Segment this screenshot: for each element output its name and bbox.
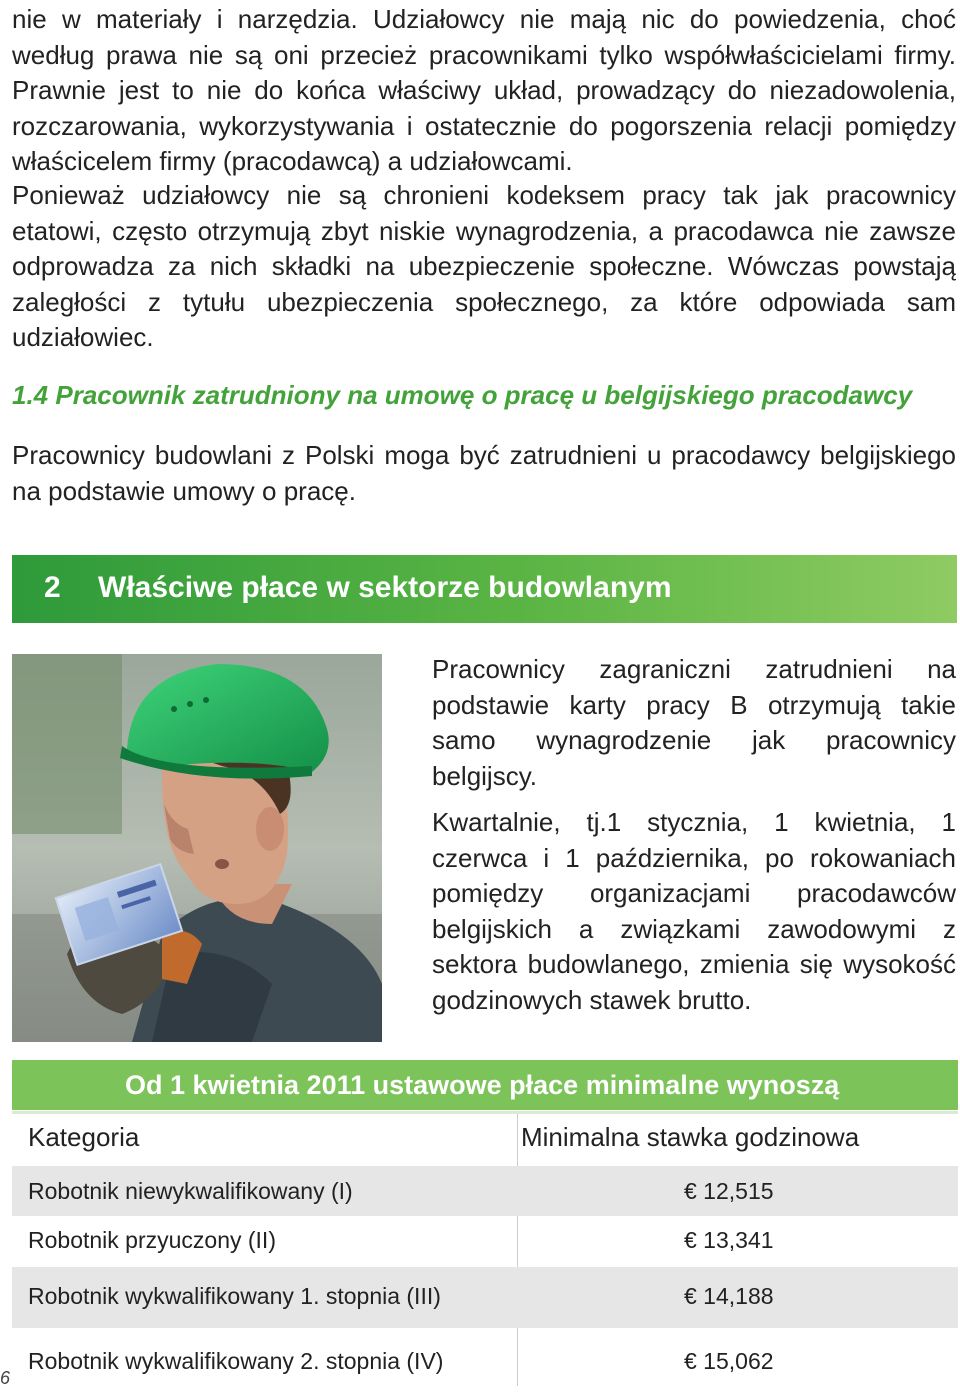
subsection-number: 1.4	[12, 380, 49, 410]
row-category: Robotnik niewykwalifikowany (I)	[28, 1178, 353, 1204]
subsection-heading	[12, 380, 956, 411]
header-category: Kategoria	[28, 1122, 140, 1152]
row-category: Robotnik wykwalifikowany 1. stopnia (III)	[28, 1283, 441, 1309]
construction-worker-with-banknote-icon	[12, 654, 382, 1042]
row-category: Robotnik wykwalifikowany 2. stopnia (IV)	[28, 1348, 444, 1374]
body-paragraph: Ponieważ udziałowcy nie są chronieni kodeksem pracy tak jak pracownicy etatowi, często otrzymują zbyt niskie wynagrodzenia, a pracodawca nie zawsze odprowadza za nich składki na ubezpieczenie społeczne. Wówczas powstają zaległości z tytułu ubezpieczenia społecznego, za które odpowiada sam udziałowiec.	[12, 180, 956, 352]
row-rate: € 15,062	[684, 1348, 774, 1374]
row-rate: € 14,188	[684, 1283, 774, 1309]
table-row	[12, 1216, 958, 1267]
body-paragraph: nie w materiały i narzędzia. Udziałowcy nie mają nic do powiedzenia, choć według prawa nie są oni przecież pracownikami tylko współwłaścicielami firmy. Prawnie jest to nie do końca właściwy układ, prowadzący do niezadowolenia, rozczarowania, wykorzystywania i ostatecznie do pogorszenia relacji pomiędzy właścicelem firmy (pracodawcą) a udziałowcami.	[12, 4, 956, 176]
section-banner	[12, 555, 957, 623]
row-category: Robotnik przyuczony (II)	[28, 1227, 276, 1253]
table-row	[12, 1267, 958, 1328]
header-rate: Minimalna stawka godzinowa	[521, 1122, 860, 1152]
row-rate: € 12,515	[684, 1178, 774, 1204]
subsection-title: Pracownik zatrudniony na umowę o pracę u belgijskiego pracodawcy	[55, 380, 913, 410]
table-row	[12, 1328, 958, 1386]
body-paragraph: Kwartalnie, tj.1 stycznia, 1 kwietnia, 1 czerwca i 1 października, po rokowaniach pomiędzy organizacjami pracodawców belgijskich a związkami zawodowymi z sektora budowlanego, zmienia się wysokość godzinowych stawek brutto.	[432, 807, 956, 1015]
table-row	[12, 1166, 958, 1216]
wage-table-header	[12, 1110, 958, 1166]
page-number: 6	[0, 1368, 11, 1388]
body-paragraph: Pracownicy budowlani z Polski moga być zatrudnieni u pracodawcy belgijskiego na podstawie umowy o pracę.	[12, 440, 956, 506]
wage-table	[12, 1060, 958, 1386]
row-rate: € 13,341	[684, 1227, 774, 1253]
body-paragraph: Pracownicy zagraniczni zatrudnieni na podstawie karty pracy B otrzymują takie samo wynagrodzenie jak pracownicy belgijscy.	[432, 654, 956, 791]
section-number: 2	[44, 571, 61, 604]
wage-table-title: Od 1 kwietnia 2011 ustawowe płace minimalne wynoszą	[12, 1060, 958, 1110]
section-title: Właściwe płace w sektorze budowlanym	[98, 571, 672, 604]
worker-photo	[12, 654, 382, 1042]
